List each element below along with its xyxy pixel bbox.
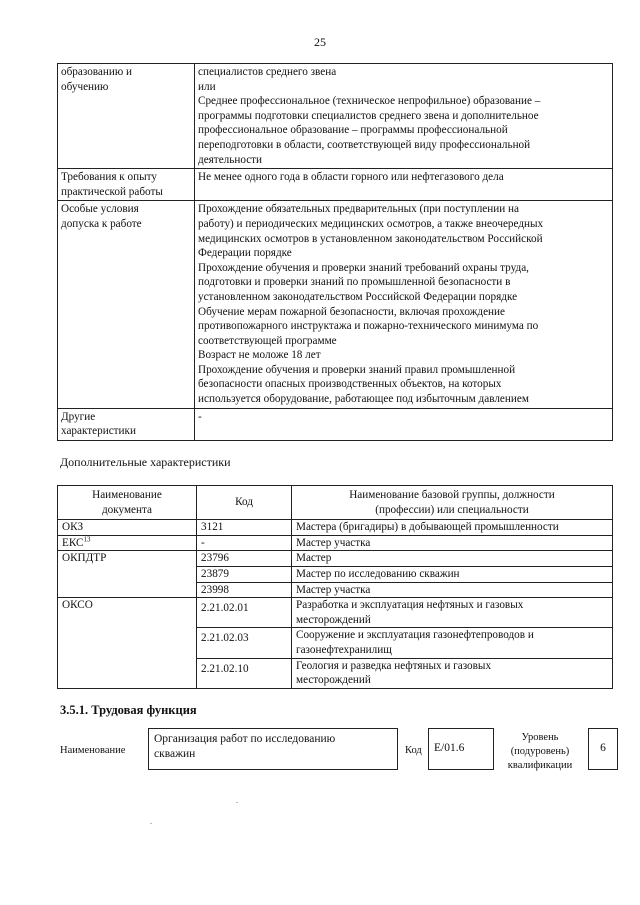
value-line: Обучение мерам пожарной безопасности, включая прохождение (198, 305, 505, 318)
row-value (195, 408, 613, 440)
table-row (58, 64, 613, 169)
value-line: медицинских осмотров в установленном законодательством Российской (198, 232, 543, 245)
doc-text: ЕКС (62, 536, 84, 549)
code-cell: 2.21.02.03 (197, 628, 292, 658)
row-label (58, 169, 195, 201)
header-line: документа (101, 503, 153, 516)
requirements-table (57, 63, 613, 441)
name-line: месторождений (296, 613, 371, 626)
name-cell: Мастер по исследованию скважин (292, 566, 613, 582)
function-name-line: Организация работ по исследованию (154, 733, 336, 745)
level-label-line: (подуровень) (510, 746, 570, 757)
code-cell: - (197, 535, 292, 551)
function-code-box: E/01.6 (428, 728, 494, 770)
value-line: подготовки и проверки знаний по промышленной безопасности в (198, 276, 511, 289)
label-line: характеристики (61, 425, 136, 438)
name-cell: Мастер участка (292, 582, 613, 598)
name-cell (292, 658, 613, 688)
additional-characteristics-table (57, 485, 613, 689)
code-label: Код (405, 745, 422, 756)
additional-characteristics-title: Дополнительные характеристики (60, 455, 231, 469)
table-row (58, 598, 613, 628)
value-line: переподготовки в области, соответствующей виду профессиональной (198, 138, 531, 151)
value-line: соответствующей программе (198, 334, 337, 347)
label-line: Требования к опыту (61, 171, 157, 184)
value-line: специалистов среднего звена (198, 66, 337, 78)
row-label (58, 64, 195, 169)
name-line: Геология и разведка нефтяных и газовых (296, 659, 492, 672)
value-line: или (198, 80, 216, 93)
name-label: Наименование (60, 745, 126, 756)
value-line: Возраст не моложе 18 лет (198, 349, 321, 362)
value-line: - (198, 410, 202, 423)
header-document (58, 486, 197, 520)
qualification-level-box: 6 (588, 728, 618, 770)
level-label-line: Уровень (521, 732, 559, 743)
code-cell: 2.21.02.10 (197, 658, 292, 688)
table-row (58, 169, 613, 201)
function-name-box (148, 728, 398, 770)
label-line: Другие (61, 410, 96, 423)
value-line: Не менее одного года в области горного или нефтегазового дела (198, 171, 504, 184)
name-cell (292, 598, 613, 628)
label-line: образованию и (61, 66, 133, 78)
code-cell: 23879 (197, 566, 292, 582)
label-line: обучению (61, 80, 109, 93)
name-line: месторождений (296, 674, 371, 687)
name-cell: Мастера (бригадиры) в добывающей промышленности (292, 520, 613, 536)
doc-cell: ОКЗ (58, 520, 197, 536)
row-value (195, 201, 613, 408)
labor-function-title: 3.5.1. Трудовая функция (60, 703, 197, 717)
value-line: деятельности (198, 153, 263, 166)
footnote-ref: 13 (83, 535, 91, 544)
value-line: безопасности опасных производственных объектов, на которых (198, 378, 502, 391)
header-line: Наименование (92, 489, 162, 501)
level-label-line: квалификации (507, 760, 573, 771)
value-line: установленном законодательством Российской Федерации порядке (198, 290, 518, 303)
value-line: Среднее профессиональное (техническое непрофильное) образование – (198, 95, 541, 108)
value-line: Федерации порядке (198, 247, 292, 260)
row-value (195, 64, 613, 169)
row-label (58, 201, 195, 408)
name-line: газонефтехранилищ (296, 643, 392, 656)
doc-cell (58, 535, 197, 551)
table-row (58, 520, 613, 536)
table-row (58, 408, 613, 440)
header-code: Код (197, 486, 292, 520)
value-line: профессиональное образование – программы профессиональной (198, 124, 508, 137)
code-cell: 23998 (197, 582, 292, 598)
doc-cell: ОКСО (58, 598, 197, 689)
table-row (58, 551, 613, 567)
name-cell: Мастер участка (292, 535, 613, 551)
code-cell: 2.21.02.01 (197, 598, 292, 628)
value-line: работу) и периодических медицинских осмотров, а также внеочередных (198, 217, 544, 230)
header-name (292, 486, 613, 520)
value-line: Прохождение обучения и проверки знаний правил промышленной (198, 363, 516, 376)
name-cell (292, 628, 613, 658)
name-line: Разработка и эксплуатация нефтяных и газовых (296, 599, 524, 612)
table-row (58, 201, 613, 408)
header-line: Наименование базовой группы, должности (349, 489, 555, 501)
header-line: (профессии) или специальности (375, 503, 529, 516)
value-line: Прохождение обучения и проверки знаний требований охраны труда, (198, 261, 529, 274)
scan-speck (150, 823, 152, 824)
row-label (58, 408, 195, 440)
qualification-level-label (500, 731, 580, 773)
value-line: программы подготовки специалистов среднего звена и дополнительное (198, 109, 539, 122)
doc-cell: ОКПДТР (58, 551, 197, 598)
name-line: Сооружение и эксплуатация газонефтепроводов и (296, 629, 534, 642)
row-value (195, 169, 613, 201)
scan-speck (236, 802, 238, 803)
value-line: Прохождение обязательных предварительных (при поступлении на (198, 203, 519, 216)
value-line: противопожарного инструктажа и пожарно-технического минимума по (198, 320, 539, 333)
value-line: используется оборудование, работающее под избыточным давлением (198, 393, 529, 406)
code-cell: 23796 (197, 551, 292, 567)
table-header-row (58, 486, 613, 520)
name-cell: Мастер (292, 551, 613, 567)
page-number: 25 (314, 35, 326, 49)
label-line: Особые условия (61, 203, 139, 216)
label-line: допуска к работе (61, 217, 142, 230)
table-row (58, 535, 613, 551)
code-cell: 3121 (197, 520, 292, 536)
label-line: практической работы (61, 185, 163, 198)
function-name-line: скважин (154, 748, 196, 760)
